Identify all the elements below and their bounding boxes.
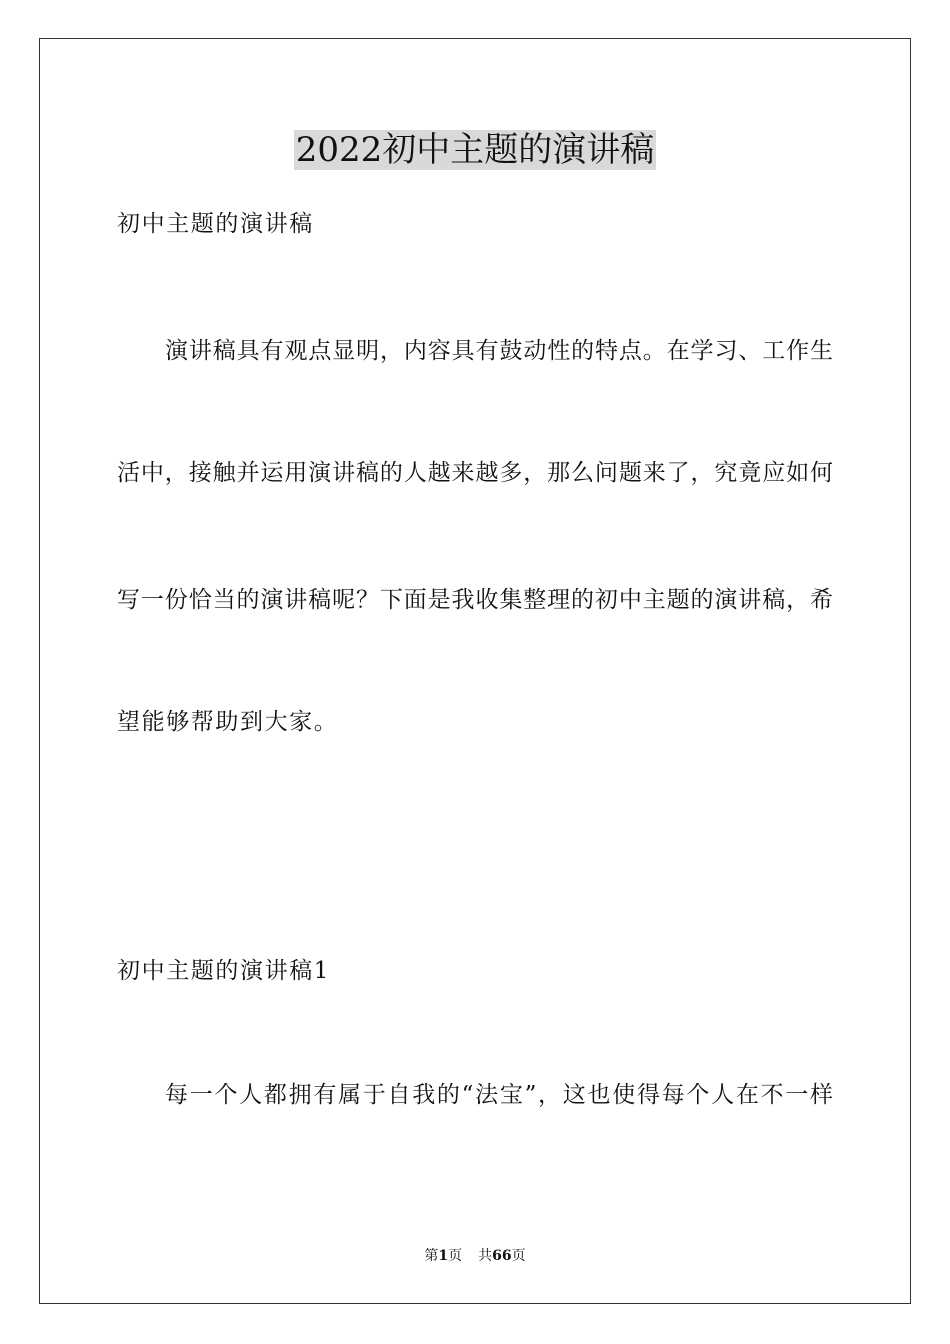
footer-page-suffix: 页 [448, 1248, 463, 1264]
intro-line-4: 望能够帮助到大家。 [117, 709, 339, 735]
document-title-text: 2022初中主题的演讲稿 [295, 130, 655, 170]
footer-total-suffix: 页 [511, 1248, 526, 1264]
intro-line-2: 活中，接触并运用演讲稿的人越来越多，那么问题来了，究竟应如何 [117, 460, 833, 486]
footer-page-prefix: 第 [424, 1248, 439, 1264]
footer-total-prefix: 共 [478, 1248, 493, 1264]
intro-line-1: 演讲稿具有观点显明，内容具有鼓动性的特点。在学习、工作生 [165, 338, 833, 364]
section-line-1: 每一个人都拥有属于自我的“法宝”，这也使得每个人在不一样 [165, 1082, 833, 1108]
section-heading: 初中主题的演讲稿1 [117, 958, 331, 984]
intro-line-3: 写一份恰当的演讲稿呢？下面是我收集整理的初中主题的演讲稿，希 [117, 587, 833, 613]
footer-page-number: 1 [438, 1248, 449, 1264]
page-footer [0, 1247, 950, 1265]
document-subtitle: 初中主题的演讲稿 [117, 211, 314, 237]
document-title [0, 128, 950, 172]
footer-total-pages: 66 [492, 1248, 512, 1264]
